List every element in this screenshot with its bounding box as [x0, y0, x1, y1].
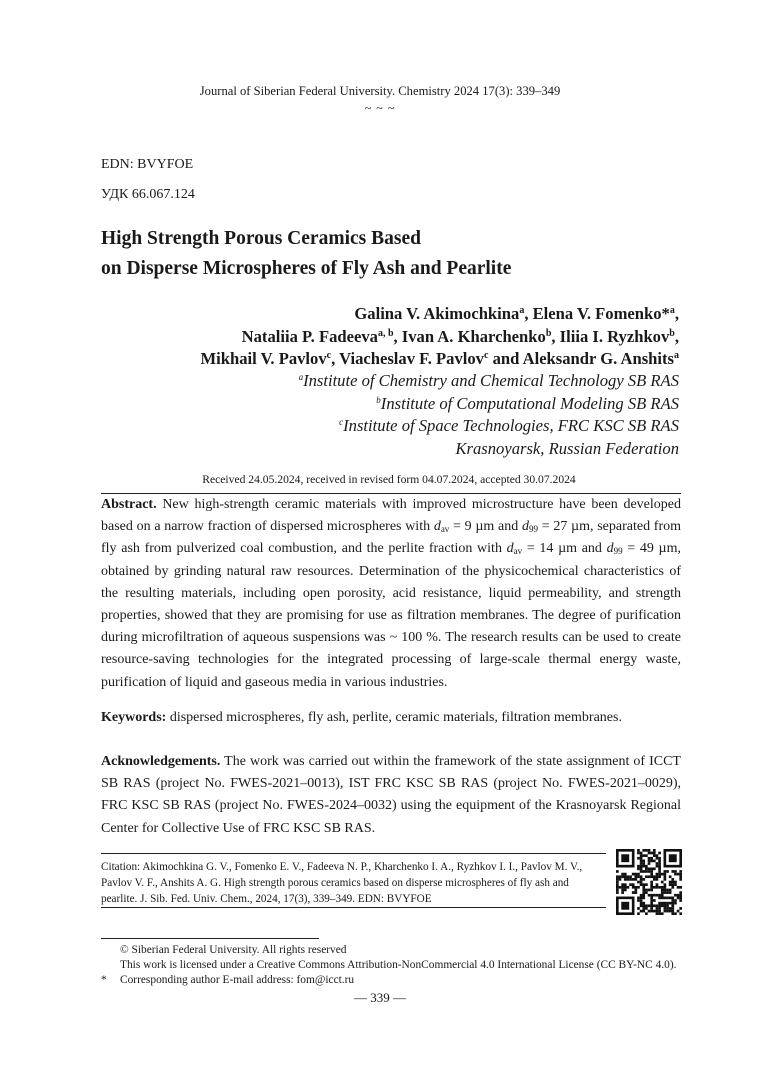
- abstract-text: New high-strength ceramic materials with improved microstructure have been developed based on a narrow fraction of dispersed microspheres with: [101, 497, 681, 535]
- subscript-av: av: [440, 524, 450, 535]
- citation-block: Citation: Akimochkina G. V., Fomenko E. V., Fadeeva N. P., Kharchenko I. A., Ryzhkov I. I., Pavlov M. V., Pavlov V. F., Anshits A. G. High strength porous ceramics based on disperse microspheres of fly ash and pearlite. J. Sib. Fed. Univ. Chem., 2024, 17(3), 339–349. EDN: BVYFOE: [101, 861, 583, 905]
- affiliation-list: [299, 370, 679, 460]
- author-affiliation-mark: a: [669, 305, 675, 316]
- affiliation-item: [299, 415, 679, 438]
- author-name: Viacheslav F. Pavlov: [339, 349, 484, 368]
- page-number: — 339 —: [354, 990, 406, 1005]
- acknowledgements-text: The work was carried out within the framework of the state assignment of ICCT SB RAS (project No. FWES-2021–0013), IST FRC KSC SB RAS (project No. FWES-2021–0029), FRC KSC SB RAS (project No. FWES-2024–0032) using the equipment of the Krasnoyarsk Regional Center for Collective Use of FRC KSC SB RAS.: [101, 754, 681, 836]
- acknowledgements-label: Acknowledgements.: [101, 754, 221, 769]
- affiliation-mark: c: [339, 417, 344, 427]
- abstract-text: = 14 µm and: [522, 541, 607, 557]
- author-affiliation-mark: b: [669, 327, 675, 339]
- author-list: Galina V. Akimochkina$^a$, Elena V. Fomenko*$^a$, Nataliia P. Fadeeva$^{a, b}$, Ivan A. Kharchenko$^b$, Iliia I. Ryzhkov$^b$, Mikhail V. Pavlov$^c$, Viacheslav F. Pavlov$^c$ and Aleksandr G. Anshits$^a$: [200, 304, 679, 368]
- udk-code: УДК 66.067.124: [101, 187, 195, 202]
- citation-bottom-rule: [101, 907, 606, 908]
- license-note: This work is licensed under a Creative Commons Attribution-NonCommercial 4.0 International License (CC BY-NC 4.0).: [120, 959, 677, 971]
- affiliation-item: [299, 370, 679, 393]
- copyright-note: © Siberian Federal University. All rights reserved: [120, 944, 347, 956]
- author-name: Aleksandr G. Anshits: [522, 349, 674, 368]
- edn-code: EDN: BVYFOE: [101, 157, 194, 172]
- author-affiliation-mark: c: [326, 350, 332, 361]
- affiliation-item: [299, 393, 679, 416]
- footnotes: [101, 943, 676, 988]
- subscript-av: av: [513, 546, 523, 557]
- author-name: Ivan A. Kharchenko: [401, 326, 546, 346]
- author-name: Galina V. Akimochkina: [354, 304, 520, 323]
- keywords-paragraph: [101, 707, 681, 729]
- author-affiliation-mark: a: [519, 305, 525, 316]
- acknowledgements-paragraph: [101, 751, 681, 840]
- abstract-paragraph: [101, 494, 681, 694]
- paper-title-line-2: on Disperse Microspheres of Fly Ash and Pearlite: [101, 258, 512, 279]
- authors-conjunction: and: [492, 349, 520, 368]
- author-affiliation-mark: a, b: [377, 327, 394, 339]
- paper-title: [101, 224, 701, 284]
- author-name: Iliia I. Ryzhkov: [559, 326, 670, 346]
- abstract-text: = 9 µm and: [449, 519, 522, 535]
- citation-top-rule: [101, 853, 606, 854]
- symbol-d: d: [521, 519, 529, 535]
- author-affiliation-mark: c: [483, 350, 489, 361]
- symbol-d: d: [506, 541, 514, 557]
- affiliation-text: Institute of Chemistry and Chemical Technology SB RAS: [303, 371, 679, 390]
- author-name: Elena V. Fomenko*: [532, 304, 670, 323]
- header-ornament: ~ ~ ~: [364, 101, 396, 115]
- corresponding-author-text: Corresponding author E-mail address: fom@icct.ru: [120, 974, 355, 986]
- paper-title-line-1: High Strength Porous Ceramics Based: [101, 228, 421, 249]
- affiliation-location: Krasnoyarsk, Russian Federation: [455, 438, 679, 458]
- symbol-d: d: [606, 541, 614, 557]
- affiliation-text: Institute of Space Technologies, FRC KSC SB RAS: [343, 416, 679, 435]
- author-name: Nataliia P. Fadeeva: [241, 326, 378, 346]
- subscript-99: 99: [613, 546, 623, 557]
- author-affiliation-mark: b: [545, 327, 552, 339]
- abstract-text: = 49 µm, obtained by grinding natural raw resources. Determination of the physicochemical characteristics of the resulting materials, including open porosity, acid resistance, liquid permeability, and strength properties, showed that they are promising for use as filtration membranes. The degree of purification during microfiltration of aqueous suspensions was ~ 100 %. The research results can be used to create resource-saving technologies for the integrated processing of large-scale thermal energy waste, purification of liquid and gaseous media in various industries.: [101, 541, 681, 690]
- abstract-label: Abstract.: [101, 497, 157, 512]
- affiliation-mark: b: [376, 394, 381, 405]
- keywords-text: dispersed microspheres, fly ash, perlite, ceramic materials, filtration membranes.: [166, 710, 622, 725]
- footnote-asterisk: *: [101, 974, 107, 986]
- author-name: Mikhail V. Pavlov: [200, 349, 327, 368]
- affiliation-mark: a: [298, 372, 304, 382]
- journal-header: Journal of Siberian Federal University. Chemistry 2024 17(3): 339–349: [199, 84, 561, 98]
- author-affiliation-mark: a: [674, 350, 679, 361]
- corresponding-author-note: [101, 973, 676, 988]
- footnote-rule: [101, 938, 319, 939]
- subscript-99: 99: [528, 524, 538, 535]
- abstract-text: = 27 µm, separated from fly ash from pulverized coal combustion, and the perlite fraction with: [101, 519, 681, 557]
- symbol-d: d: [433, 519, 441, 535]
- keywords-label: Keywords:: [101, 710, 167, 725]
- qr-code-icon[interactable]: [616, 849, 682, 915]
- affiliation-text: Institute of Computational Modeling SB RAS: [380, 393, 679, 413]
- received-dates: Received 24.05.2024, received in revised form 04.07.2024, accepted 30.07.2024: [202, 473, 576, 486]
